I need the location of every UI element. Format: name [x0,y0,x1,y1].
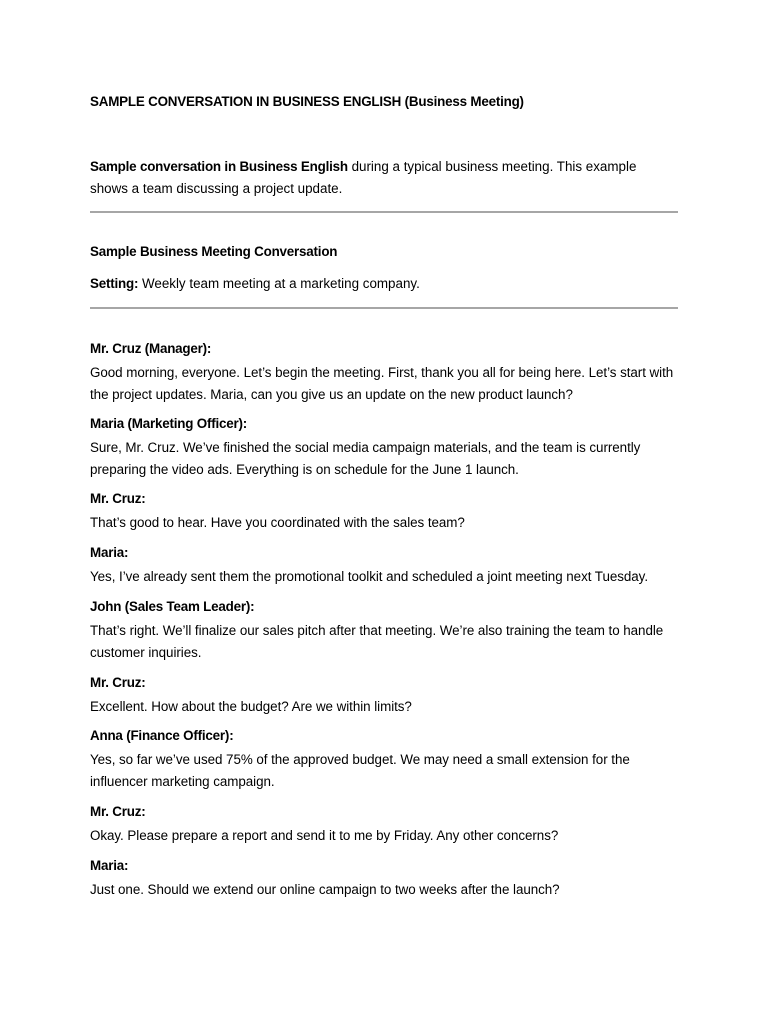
speaker-name: Mr. Cruz: [90,491,146,506]
horizontal-divider [90,211,678,213]
section-heading: Sample Business Meeting Conversation [90,244,338,259]
speaker-line: Yes, I’ve already sent them the promotional toolkit and scheduled a joint meeting next Tuesday. [90,569,648,584]
speaker-name: Anna (Finance Officer): [90,728,234,743]
speaker-line: Okay. Please prepare a report and send it to me by Friday. Any other concerns? [90,828,559,843]
speaker-line: Just one. Should we extend our online campaign to two weeks after the launch? [90,882,560,897]
speaker-line: Yes, so far we’ve used 75% of the approved budget. We may need a small extension for the influencer marketing campaign. [90,752,630,789]
conversation-turn [90,674,678,718]
setting-label: Setting: [90,276,139,291]
intro-text: during a typical business meeting. This example shows a team discussing a project update. [90,159,637,196]
conversation-turn [90,340,678,405]
speaker-name: Maria: [90,545,129,560]
speaker-name: Mr. Cruz (Manager): [90,341,212,356]
conversation-turn [90,803,678,847]
intro-bold-text: Sample conversation in Business English [90,159,348,174]
speaker-name: Maria (Marketing Officer): [90,416,248,431]
speaker-name: Maria: [90,858,129,873]
setting-line [90,275,420,293]
conversation-turn [90,544,678,588]
conversation-turn [90,857,678,901]
document-title: SAMPLE CONVERSATION IN BUSINESS ENGLISH (Business Meeting) [90,94,524,109]
intro-paragraph [90,156,678,199]
speaker-line: Good morning, everyone. Let’s begin the meeting. First, thank you all for being here. Let’s start with the project updates. Maria, can you give us an update on the new product launch? [90,365,674,402]
conversation-turn [90,490,678,534]
speaker-name: John (Sales Team Leader): [90,599,255,614]
speaker-name: Mr. Cruz: [90,675,146,690]
conversation-turn [90,727,678,792]
setting-text: Weekly team meeting at a marketing company. [138,276,420,291]
speaker-line: Excellent. How about the budget? Are we within limits? [90,699,412,714]
conversation-turn [90,415,678,480]
speaker-line: That’s good to hear. Have you coordinated with the sales team? [90,515,465,530]
horizontal-divider [90,307,678,309]
speaker-line: That’s right. We’ll finalize our sales pitch after that meeting. We’re also training the team to handle customer inquiries. [90,623,664,660]
conversation-turn [90,598,678,663]
speaker-name: Mr. Cruz: [90,804,146,819]
speaker-line: Sure, Mr. Cruz. We’ve finished the social media campaign materials, and the team is currently preparing the video ads. Everything is on schedule for the June 1 launch. [90,440,641,477]
